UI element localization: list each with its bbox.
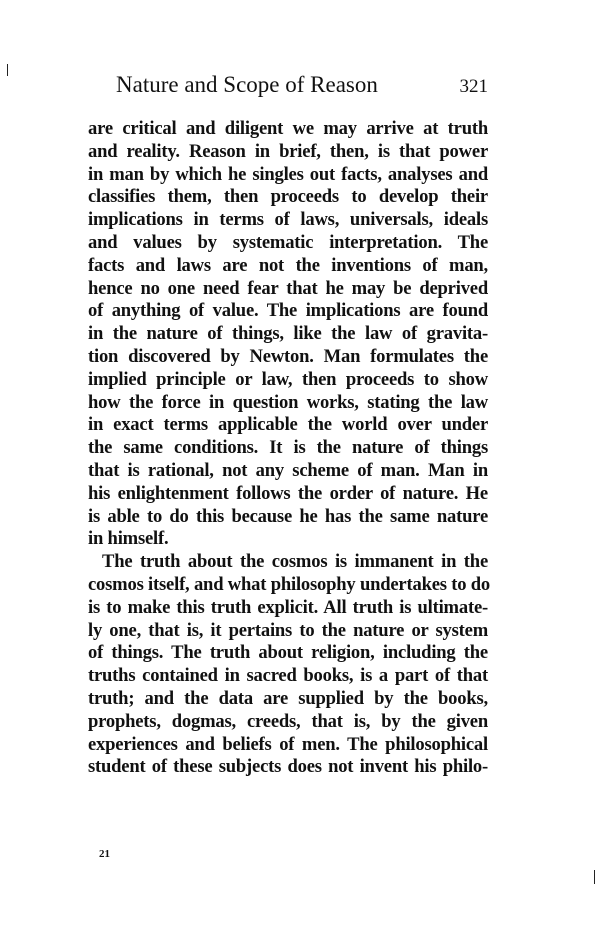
- text-line: hence no one need fear that he may be deprived: [88, 277, 488, 299]
- paragraph-1: [88, 118, 488, 551]
- text-line: facts and laws are not the inventions of man,: [88, 254, 488, 276]
- text-line: tion discovered by Newton. Man formulates the: [88, 345, 488, 367]
- text-line: in the nature of things, like the law of gravita-: [88, 323, 488, 345]
- text-line: student of these subjects does not invent his philo-: [88, 756, 488, 778]
- text-line: of anything of value. The implications are found: [88, 300, 488, 322]
- text-line: that is rational, not any scheme of man. Man in: [88, 459, 488, 481]
- signature-mark: 21: [99, 848, 110, 860]
- text-line: are critical and diligent we may arrive at truth: [88, 118, 488, 139]
- text-line: is able to do this because he has the same nature: [88, 505, 488, 527]
- text-line: in exact terms applicable the world over under: [88, 414, 488, 436]
- running-header: [116, 72, 488, 98]
- page-body: [88, 118, 491, 779]
- text-line: implied principle or law, then proceeds to show: [88, 368, 488, 390]
- scan-artifact: [594, 870, 595, 884]
- page-number: 321: [459, 76, 488, 97]
- text-line: in man by which he singles out facts, analyses and: [88, 163, 488, 185]
- text-line: is to make this truth explicit. All truth is ultimate-: [88, 596, 488, 618]
- text-line: truths contained in sacred books, is a part of that: [88, 665, 488, 687]
- text-line: prophets, dogmas, creeds, that is, by the given: [88, 710, 488, 732]
- text-line: in himself.: [88, 528, 169, 550]
- text-line: ly one, that is, it pertains to the nature or system: [88, 619, 488, 641]
- text-line: cosmos itself, and what philosophy undertakes to do: [88, 573, 491, 595]
- text-line: The truth about the cosmos is immanent in the: [102, 551, 488, 573]
- text-line: experiences and beliefs of men. The philosophical: [88, 733, 488, 755]
- running-title: Nature and Scope of Reason: [116, 72, 378, 97]
- text-line: classifies them, then proceeds to develop their: [88, 186, 488, 208]
- text-line: and reality. Reason in brief, then, is that power: [88, 140, 488, 162]
- scan-artifact: [7, 64, 8, 76]
- text-line: the same conditions. It is the nature of things: [88, 437, 488, 459]
- text-line: of things. The truth about religion, including the: [88, 642, 488, 664]
- text-line: his enlightenment follows the order of nature. He: [88, 482, 488, 504]
- text-line: truth; and the data are supplied by the books,: [88, 687, 488, 709]
- text-line: and values by systematic interpretation. The: [88, 231, 488, 253]
- text-line: implications in terms of laws, universals, ideals: [88, 209, 488, 231]
- paragraph-2: [88, 551, 491, 779]
- text-line: how the force in question works, stating the law: [88, 391, 488, 413]
